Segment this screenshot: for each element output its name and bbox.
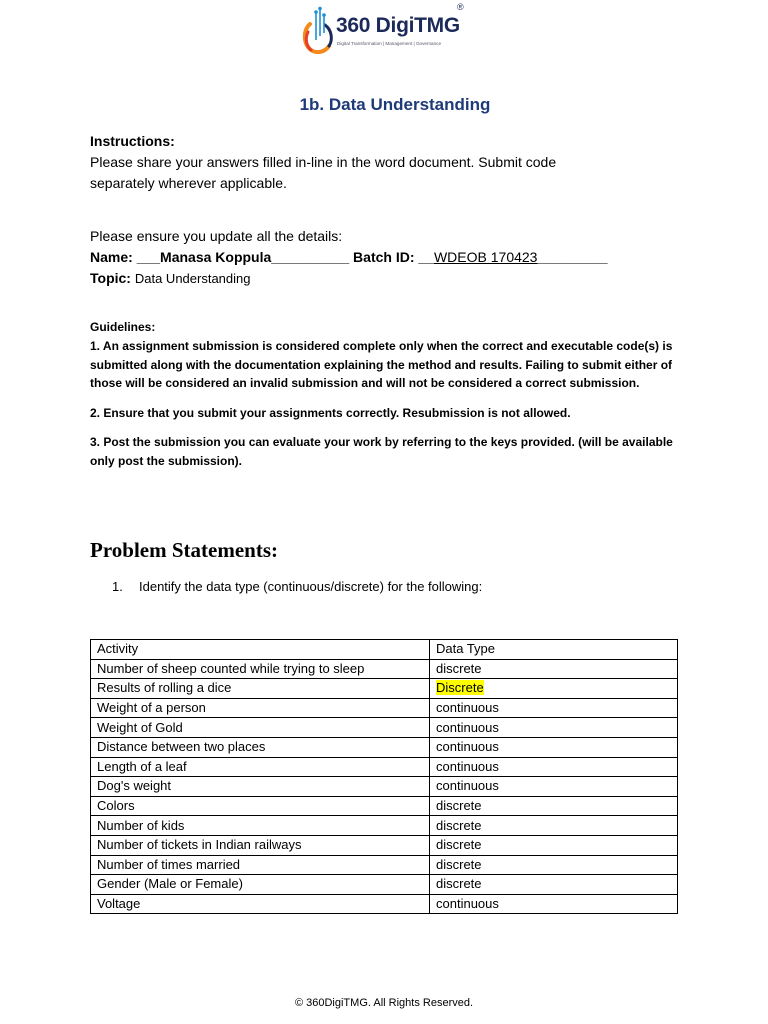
data-type-cell: continuous (430, 757, 678, 777)
table-row (91, 796, 678, 816)
table-row (91, 757, 678, 777)
table-row (91, 855, 678, 875)
batch-prefix: __ (418, 249, 434, 265)
registered-mark: ® (457, 2, 464, 12)
table-row (91, 816, 678, 836)
topic-line (90, 268, 251, 289)
activity-cell: Colors (91, 796, 430, 816)
details-prompt: Please ensure you update all the details: (90, 228, 343, 244)
data-type-table (90, 639, 678, 914)
table-row (91, 698, 678, 718)
data-type-cell: discrete (430, 816, 678, 836)
activity-cell: Number of tickets in Indian railways (91, 835, 430, 855)
table-row (91, 737, 678, 757)
data-type-cell: discrete (430, 659, 678, 679)
data-type-cell: continuous (430, 777, 678, 797)
company-logo (301, 2, 471, 62)
guideline-item-2: 2. Ensure that you submit your assignments correctly. Resubmission is not allowed. (90, 406, 571, 420)
instructions-line-2: separately wherever applicable. (90, 175, 287, 191)
activity-cell: Gender (Male or Female) (91, 875, 430, 895)
topic-value: Data Understanding (134, 271, 251, 286)
activity-cell: Weight of Gold (91, 718, 430, 738)
batch-value: WDEOB 170423 (433, 249, 538, 265)
table-row (91, 679, 678, 699)
activity-cell: Results of rolling a dice (91, 679, 430, 699)
question-text: Identify the data type (continuous/discrete) for the following: (139, 579, 483, 594)
data-type-cell: discrete (430, 875, 678, 895)
data-type-cell: discrete (430, 796, 678, 816)
header-activity: Activity (91, 640, 430, 660)
activity-cell: Number of sheep counted while trying to sleep (91, 659, 430, 679)
table-row (91, 718, 678, 738)
logo-tagline: Digital Transformation | Management | Governance (337, 41, 442, 46)
table-row (91, 894, 678, 914)
footer-copyright: © 360DigiTMG. All Rights Reserved. (294, 997, 474, 1009)
activity-cell: Dog's weight (91, 777, 430, 797)
topic-label: Topic: (90, 270, 131, 286)
table-row (91, 835, 678, 855)
document-title: 1b. Data Understanding (299, 95, 491, 114)
table-row (91, 659, 678, 679)
logo-mark-icon (301, 6, 335, 60)
instructions-line-1: Please share your answers filled in-line in the word document. Submit code (90, 154, 557, 170)
activity-cell: Voltage (91, 894, 430, 914)
batch-label: Batch ID: (353, 249, 415, 265)
name-label: Name: (90, 249, 133, 265)
instructions-heading: Instructions: (90, 133, 175, 149)
highlighted-answer: Discrete (436, 680, 484, 696)
problem-statements-heading: Problem Statements: (90, 538, 278, 562)
data-type-cell: continuous (430, 737, 678, 757)
question-number: 1. (112, 579, 123, 594)
guidelines-heading: Guidelines: (90, 320, 156, 334)
data-type-cell: discrete (430, 835, 678, 855)
activity-cell: Length of a leaf (91, 757, 430, 777)
data-type-cell: continuous (430, 718, 678, 738)
activity-cell: Weight of a person (91, 698, 430, 718)
data-type-cell: continuous (430, 894, 678, 914)
table-row (91, 777, 678, 797)
data-type-cell: discrete (430, 855, 678, 875)
name-value: ___Manasa Koppula__________ (136, 249, 350, 265)
logo-wordmark: 360 DigiTMG (336, 14, 460, 37)
data-type-cell (430, 679, 678, 699)
batch-suffix: _________ (537, 249, 608, 265)
activity-cell: Number of kids (91, 816, 430, 836)
data-type-cell: continuous (430, 698, 678, 718)
question-1 (112, 579, 482, 594)
table-header-row (91, 640, 678, 660)
header-data-type: Data Type (430, 640, 678, 660)
activity-cell: Number of times married (91, 855, 430, 875)
activity-cell: Distance between two places (91, 737, 430, 757)
guideline-item-1: 1. An assignment submission is considered complete only when the correct and executable code(s) is submitted along with the documentation explaining the method and results. Failing to submit either of those will be considered an invalid submission and will not be considered a correct submission. (90, 339, 673, 390)
table-row (91, 875, 678, 895)
guideline-item-3: 3. Post the submission you can evaluate your work by referring to the keys provided. (will be available only post the submission). (90, 435, 673, 468)
name-batch-line (90, 247, 608, 268)
